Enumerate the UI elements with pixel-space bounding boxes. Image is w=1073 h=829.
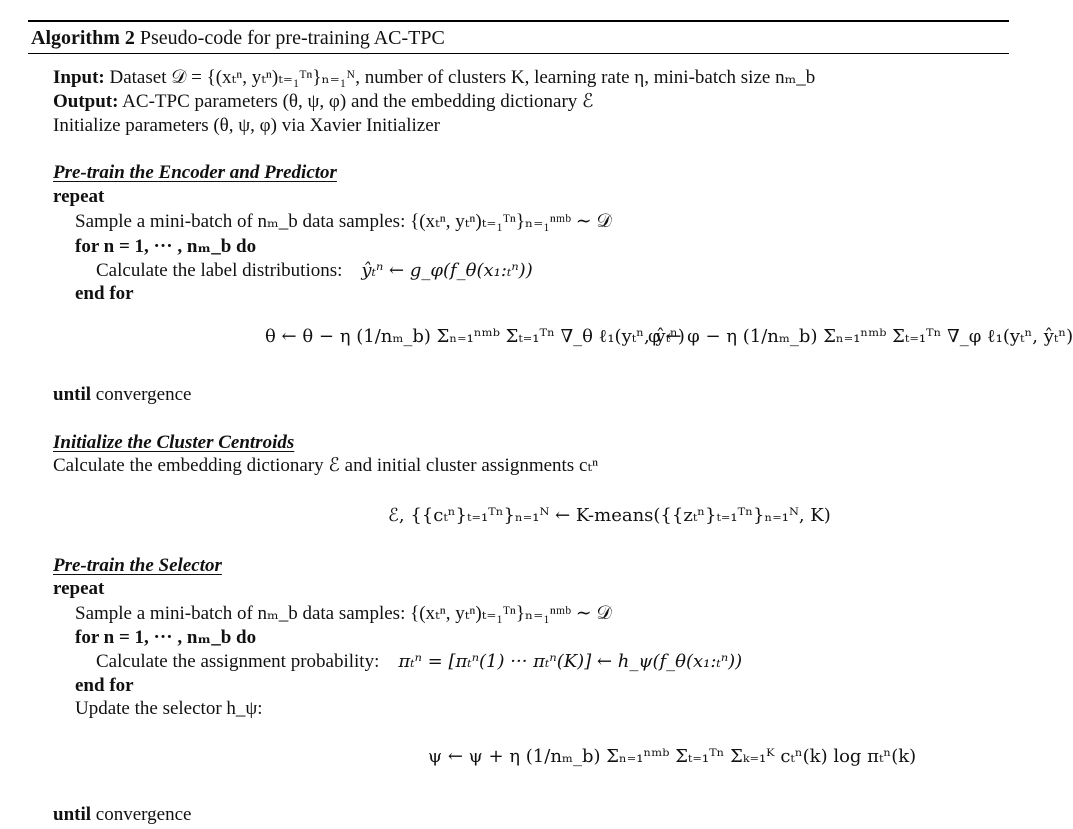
input-line bbox=[53, 68, 815, 87]
repeat-keyword-2: repeat bbox=[53, 578, 105, 599]
section-title-encoder-predictor: Pre-train the Encoder and Predictor bbox=[53, 162, 337, 183]
end-for-line-2: end for bbox=[75, 675, 134, 696]
assign-calc-line bbox=[96, 652, 742, 671]
theta-update-equation: θ ← θ − η (1/nₘ_b) Σₙ₌₁ⁿᵐᵇ Σₜ₌₁ᵀⁿ ∇_θ ℓ₁(yₜⁿ, ŷₜⁿ) bbox=[265, 326, 685, 347]
input-label: Input: bbox=[53, 67, 105, 88]
phi-update-equation: φ ← φ − η (1/nₘ_b) Σₙ₌₁ⁿᵐᵇ Σₜ₌₁ᵀⁿ ∇_φ ℓ₁(yₜⁿ, ŷₜⁿ) bbox=[648, 326, 1073, 347]
repeat-keyword: repeat bbox=[53, 186, 105, 207]
section-title-cluster-centroids: Initialize the Cluster Centroids bbox=[53, 432, 295, 453]
until-keyword: until bbox=[53, 384, 92, 405]
calc-math: ŷₜⁿ ← g_φ(f_θ(x₁:ₜⁿ)) bbox=[361, 260, 533, 281]
until-keyword-2: until bbox=[53, 804, 92, 825]
until-text-2: convergence bbox=[95, 804, 192, 825]
input-text: Dataset 𝒟 = {(xₜⁿ, yₜⁿ)ₜ₌₁ᵀⁿ}ₙ₌₁ᴺ, number of clusters K, learning rate η, mini-batch size nₘ_b bbox=[109, 67, 816, 88]
until-text: convergence bbox=[95, 384, 192, 405]
algorithm-caption bbox=[31, 28, 445, 48]
until-line bbox=[53, 385, 191, 404]
for-line-2: for n = 1, ··· , nₘ_b do bbox=[75, 627, 257, 648]
end-for-line: end for bbox=[75, 283, 134, 304]
sample-line-2: Sample a mini-batch of nₘ_b data samples: {(xₜⁿ, yₜⁿ)ₜ₌₁ᵀⁿ}ₙ₌₁ⁿᵐᵇ ∼ 𝒟 bbox=[75, 603, 612, 624]
algorithm-caption-text: Pseudo-code for pre-training AC-TPC bbox=[139, 27, 445, 49]
assign-calc-text: Calculate the assignment probability: bbox=[96, 651, 380, 672]
section-title-selector: Pre-train the Selector bbox=[53, 555, 222, 576]
update-selector-line: Update the selector h_ψ: bbox=[75, 698, 263, 719]
calc-text: Calculate the label distributions: bbox=[96, 260, 343, 281]
caption-rule bbox=[28, 53, 1009, 54]
assign-calc-math: πₜⁿ = [πₜⁿ(1) ··· πₜⁿ(K)] ← h_ψ(f_θ(x₁:ₜⁿ)) bbox=[398, 651, 743, 672]
output-label: Output: bbox=[53, 91, 119, 112]
psi-update-equation: ψ ← ψ + η (1/nₘ_b) Σₙ₌₁ⁿᵐᵇ Σₜ₌₁ᵀⁿ Σₖ₌₁ᴷ cₜⁿ(k) log πₜⁿ(k) bbox=[428, 746, 917, 767]
output-text: AC-TPC parameters (θ, ψ, φ) and the embedding dictionary ℰ bbox=[122, 91, 594, 112]
algorithm-label: Algorithm 2 bbox=[31, 27, 135, 49]
sample-line: Sample a mini-batch of nₘ_b data samples: {(xₜⁿ, yₜⁿ)ₜ₌₁ᵀⁿ}ₙ₌₁ⁿᵐᵇ ∼ 𝒟 bbox=[75, 211, 612, 232]
kmeans-equation: ℰ, {{cₜⁿ}ₜ₌₁ᵀⁿ}ₙ₌₁ᴺ ← K-means({{zₜⁿ}ₜ₌₁ᵀⁿ}ₙ₌₁ᴺ, K) bbox=[388, 505, 831, 526]
output-line bbox=[53, 92, 594, 111]
for-line: for n = 1, ··· , nₘ_b do bbox=[75, 236, 257, 257]
calc-line bbox=[96, 261, 533, 280]
top-rule bbox=[28, 20, 1009, 22]
embedding-calc-line: Calculate the embedding dictionary ℰ and initial cluster assignments cₜⁿ bbox=[53, 455, 599, 476]
until-line-2 bbox=[53, 805, 191, 824]
init-line: Initialize parameters (θ, ψ, φ) via Xavier Initializer bbox=[53, 115, 440, 136]
